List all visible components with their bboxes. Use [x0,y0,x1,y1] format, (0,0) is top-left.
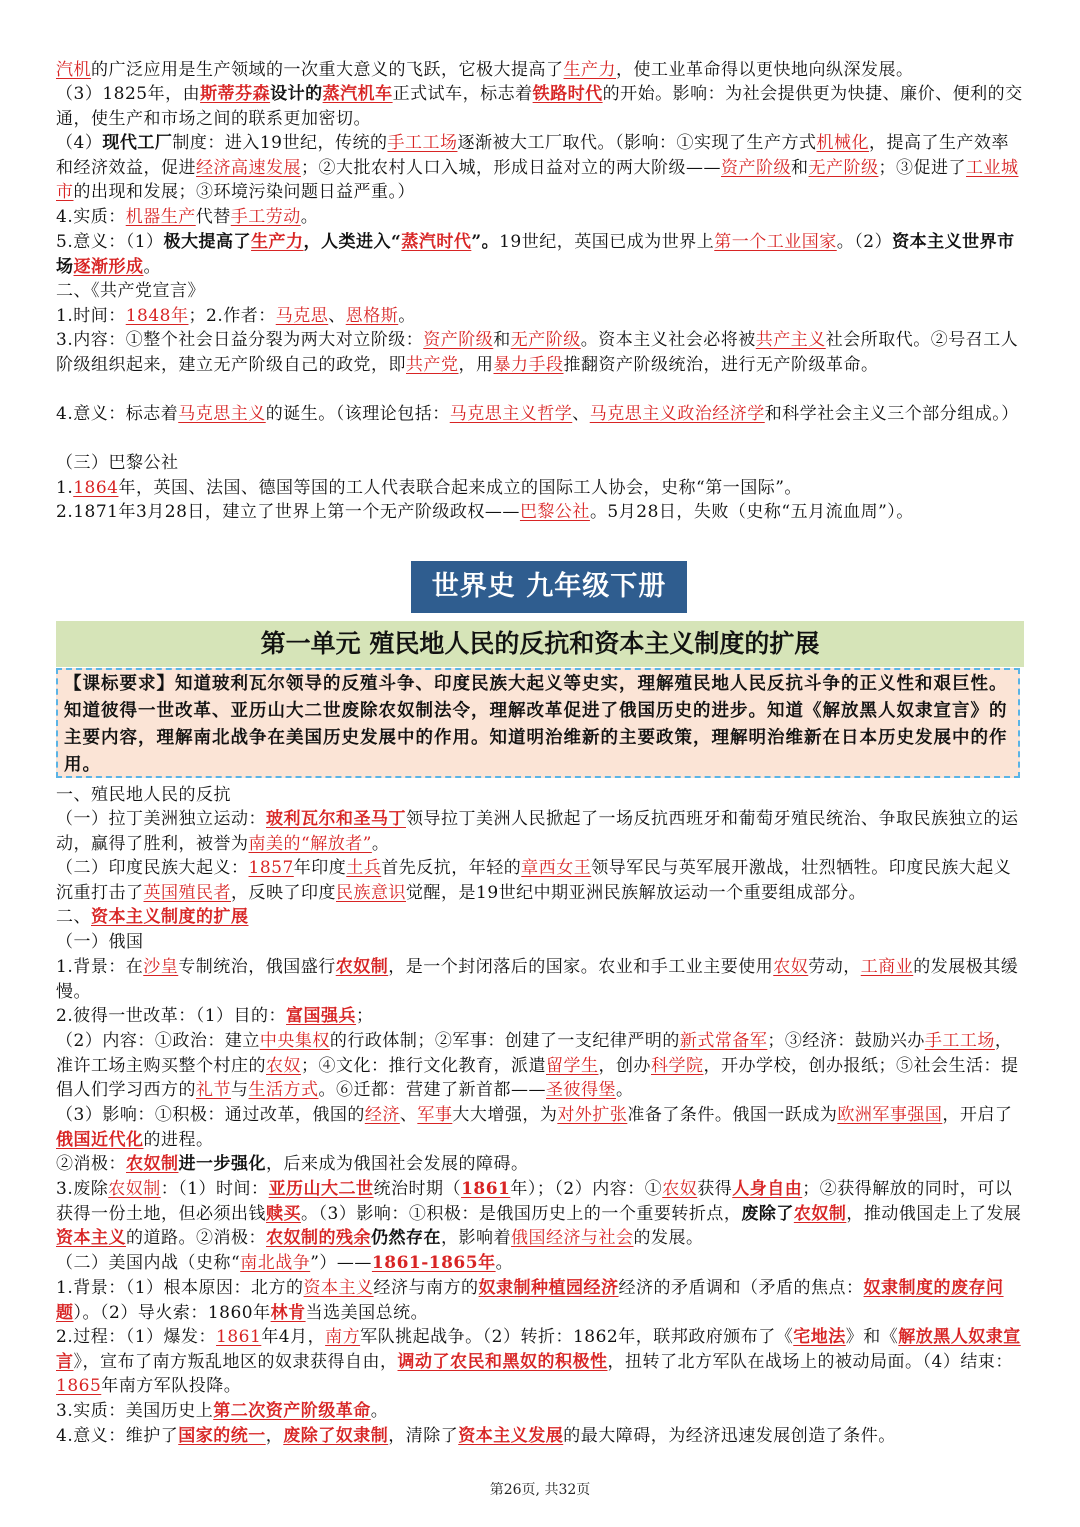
text-run: ，后来成为俄国社会发展的障碍。 [266,1154,529,1174]
text-run: 社会所取代。②号召工人阶级组织起来，建立无产阶级自己的政党，即 [56,330,1019,375]
highlight-term: 废除了奴隶制 [283,1426,389,1446]
highlight-term: 铁路时代 [532,84,603,104]
text-run: 年，英国、法国、德国等国的工人代表联合起来成立的国际工人协会，史称“第一国际”。 [118,478,802,498]
text-run: 正式试车，标志着 [392,84,533,104]
text-run: 、 [328,306,346,326]
text-run: 4.意义：维护了 [56,1426,179,1446]
highlight-term: 共产主义 [755,330,826,350]
paragraph [56,279,1026,304]
text-run: ，推动俄国走上了发展 [846,1203,1022,1224]
highlight-term: 圣彼得堡 [546,1080,616,1100]
paragraph [56,304,1026,329]
text-run: 年南方军队投降。 [101,1376,242,1396]
text-run: ，清除了 [388,1426,459,1446]
highlight-term: 俄国近代化 [56,1129,144,1150]
requirement-box [56,668,1020,778]
highlight-term: ，人类进入“ [303,232,402,252]
text-run: ，使工业革命得以更快地向纵深发展。 [616,60,914,80]
highlight-term: 土兵 [346,858,382,878]
paragraph [56,328,1026,377]
paragraph [56,955,1026,1004]
highlight-term: 富国强兵 [286,1006,357,1026]
text-run: （二）印度民族大起义： [56,858,249,878]
paragraph [56,1004,1026,1029]
highlight-term: 恩格斯 [345,306,399,326]
text-run: 》，宣布了南方叛乱地区的奴隶获得自由， [73,1351,398,1372]
text-run: 年4月， [261,1327,326,1347]
text-run: 的最大障碍，为经济迅速发展创造了条件。 [563,1426,896,1446]
text-run: ，扭转了北方军队在战场上的被动局面。（4）结束： [607,1351,1013,1372]
paragraph [56,1177,1026,1251]
paragraph [56,58,1026,83]
text-run: 的发展极其缓慢。 [56,957,1019,1002]
highlight-term: 赎买 [266,1203,301,1224]
highlight-term: 礼节 [196,1080,231,1100]
highlight-term: 南美的“解放者” [248,833,372,854]
highlight-term: 解放黑人奴隶宣言 [56,1327,1021,1372]
text-run: 。 [143,256,161,277]
text-run: 3.内容：①整个社会日益分裂为两大对立阶级： [56,330,424,350]
text-run: 。（2） [836,232,893,252]
requirement-text: 知道玻利瓦尔领导的反殖斗争、印度民族大起义等史实，理解殖民地人民反抗斗争的正义性和艰巨性。知道彼得一世改革、亚历山大二世废除农奴制法令，理解改革促进了俄国历史的进步。知道《解放黑人奴隶宣言》的主要内容，理解南北战争在美国历史发展中的作用。知道明治维新的主要政策，理解明治维新在日本历史发展中的作用。 [64,674,1008,775]
highlight-term: 奴隶制度的废存问题 [56,1278,1004,1323]
text-run: 二、 [56,907,91,927]
text-run: 的诞生。（该理论包括： [265,404,450,424]
paragraph [56,82,1026,131]
text-run: 的开始。影响：为社会提供更为快捷、廉价、便利的交通，使生产和市场之间的联系更加密切。 [56,84,1023,129]
text-run: 二、《共产党宣言》 [56,281,205,301]
text-run: 统治时期（ [373,1179,462,1199]
highlight-term: 宅地法 [793,1327,846,1347]
text-run: （4） [56,133,103,153]
highlight-term: 暴力手段 [493,354,564,375]
text-run: ，用 [458,354,494,375]
text-run: 经济的矛盾调和（矛盾的焦点： [618,1278,864,1298]
text-run: ；②获得解放的同时，可以获得一份土地，但必须出钱 [56,1179,1013,1224]
highlight-term: 生产力 [251,232,304,252]
highlight-term: 斯蒂芬森 [200,84,271,104]
highlight-term: 巴黎公社 [519,502,590,522]
highlight-term: 南北战争 [240,1253,311,1273]
text-run: （一）俄国 [56,932,144,952]
paragraph [56,205,1026,230]
highlight-term: 对外扩张 [557,1105,628,1125]
highlight-term: 林肯 [270,1302,306,1323]
text-run: 经济与南方的 [373,1278,479,1298]
text-run: （二）美国内战（史称“ [56,1253,241,1273]
text-run: 和 [493,330,511,350]
text-run: 3.实质：美国历史上 [56,1401,214,1421]
highlight-term: 马克思主义哲学 [449,404,573,424]
text-run: ，创办 [598,1055,651,1076]
highlight-term: 第二次资产阶级革命 [213,1401,371,1421]
highlight-term: 工业城市 [56,157,1019,202]
text-run: 专制统治，俄国盛行 [178,957,336,977]
highlight-term: 资本主义 [56,1228,126,1248]
highlight-term: 马克思主义 [178,404,266,424]
text-run: 首先反抗，年轻的 [381,858,522,878]
text-run: ：（1）时间： [160,1179,269,1199]
text-run: 的出现和发展；③环境污染问题日益严重。） [73,182,415,202]
highlight-term: 新式常备军 [679,1031,768,1051]
highlight-term: 资产阶级 [423,330,494,350]
highlight-term: 国家的统一 [178,1426,266,1446]
text-run: 大大增强，为 [452,1105,558,1125]
text-run: 推翻资产阶级统治，进行无产阶级革命。 [563,354,879,375]
highlight-term: 奴隶制种植园经济 [478,1278,619,1298]
paragraph [56,807,1026,856]
highlight-term: 欧洲军事强国 [837,1105,943,1125]
text-run: 的道路。②消极： [126,1228,266,1248]
text-run: 》和《 [845,1327,899,1347]
highlight-term: 南方 [325,1327,361,1347]
paragraph [56,1399,1026,1424]
highlight-term: 生活方式 [248,1080,319,1100]
text-run: 获得 [697,1179,733,1199]
highlight-term: ”。 [471,232,500,252]
highlight-term: 农奴 [266,1055,301,1076]
text-run: 制度：进入19世纪，传统的 [172,133,388,153]
highlight-term: 章西女王 [521,858,592,878]
highlight-term: 工商业 [860,957,914,977]
highlight-term: 调动了农民和黑奴的积极性 [397,1351,608,1372]
text-run: ②消极： [56,1154,126,1174]
text-run: 和科学社会主义三个部分组成。） [764,404,1019,424]
text-run: 劳动， [808,957,861,977]
highlight-term: 玻利瓦尔和圣马丁 [266,809,406,829]
paragraph [56,500,1026,525]
text-run: 。 [371,833,390,854]
highlight-term: 中央集权 [259,1031,330,1051]
highlight-term: 资本主义发展 [458,1426,564,1446]
text-run: 和 [791,157,809,178]
text-run: 。 [495,1253,514,1273]
paragraph [56,930,1026,955]
highlight-term: 军事 [417,1105,453,1125]
paragraph [56,131,1026,205]
paragraph [56,1251,1026,1276]
highlight-term: 马克思主义政治经济学 [589,404,765,424]
highlight-term: 1857 [248,858,294,878]
page-footer: 第26页, 共32页 [489,1482,591,1498]
paragraph [56,1424,1026,1449]
text-run: 2.彼得一世改革：（1）目的： [56,1006,287,1026]
text-run: 、 [399,1105,418,1125]
highlight-term: 资本主义世界市场 [56,232,1015,277]
text-run: 19世纪，英国已成为世界上 [499,232,715,252]
text-run: （3）影响：①积极：通过改革，俄国的 [56,1105,365,1125]
highlight-term: 蒸汽时代 [401,232,472,252]
highlight-term: 机器生产 [125,207,196,227]
text-run: ；2.作者： [188,306,276,326]
paragraph [56,451,1026,476]
highlight-term: 机械化 [816,133,869,153]
highlight-term: 汽机 [56,60,91,80]
text-run: 领导拉丁美洲人民掀起了一场反抗西班牙和葡萄牙殖民统治、争取民族独立的运动，赢得了胜利，被誉为 [56,809,1019,854]
paragraph [56,1103,1026,1152]
highlight-term: 逐渐形成 [73,256,144,277]
text-run: 与 [231,1080,249,1100]
text-run: （三）巴黎公社 [56,453,179,473]
text-run: ；④文化：推行文化教育，派遣 [301,1055,546,1076]
text-run: ；③促进了 [878,157,966,178]
text-run: 。 [616,1080,634,1100]
text-run: 的广泛应用是生产领域的一次重大意义的飞跃，它极大提高了 [91,60,564,80]
text-run: ，影响着 [441,1228,511,1248]
highlight-term: 废除了 [741,1203,794,1224]
highlight-term: 生产力 [563,60,616,80]
text-run: 5.意义：（1） [56,232,164,252]
text-run: 。（3）影响：①积极：是俄国历史上的一个重要转折点， [301,1203,742,1224]
text-run: ， [265,1426,284,1446]
highlight-term: 资本主义 [303,1278,374,1298]
paragraph [56,783,1026,808]
text-run: 准备了条件。俄国一跃成为 [627,1105,838,1125]
text-run: 。 [370,1401,389,1421]
highlight-term: 仍然存在 [371,1228,441,1248]
highlight-term: 共产党 [406,354,459,375]
highlight-term: 俄国经济与社会 [511,1228,634,1248]
text-run: 觉醒，是19世纪中期亚洲民族解放运动一个重要组成部分。 [406,882,867,903]
text-run: 。资本主义社会必将被 [580,330,756,350]
text-run: 1. [56,478,74,498]
text-run: （2）内容：①政治：建立 [56,1031,260,1051]
text-run: ，开办学校，创办报纸；⑤社会生活：提倡人们学习西方的 [56,1055,1019,1100]
text-run: 1.时间： [56,306,126,326]
text-run: 2.1871年3月28日，建立了世界上第一个无产阶级政权—— [56,502,520,522]
text-run: 年）；（2）内容：① [510,1179,663,1199]
highlight-term: 经济高速发展 [196,157,301,178]
highlight-term: 手工工场 [387,133,458,153]
paragraph [56,1325,1026,1399]
highlight-term: 资产阶级 [721,157,791,178]
text-run: ，提高了生产效率和经济效益，促进 [56,133,1009,178]
paragraph [56,230,1026,279]
text-run: 2.过程：（1）爆发： [56,1327,217,1347]
highlight-term: 经济 [364,1105,400,1125]
text-run: ，准许工场主购买整个村庄的 [56,1031,1013,1076]
text-run: ）。（2）导火索：1860年 [73,1302,271,1323]
text-run: 1.背景：在 [56,957,144,977]
highlight-term: 进一步强化 [178,1154,266,1174]
highlight-term: 农奴制 [126,1154,179,1174]
highlight-term: 设计的 [270,84,323,104]
text-run: 的进程。 [143,1129,214,1150]
highlight-term: 农奴制 [793,1203,847,1224]
highlight-term: 人身自由 [732,1179,803,1199]
text-run: 的发展。 [633,1228,704,1248]
highlight-term: 农奴制 [108,1179,161,1199]
text-run: ； [356,1006,374,1026]
text-run: ，反映了印度 [231,882,336,903]
highlight-term: 无产阶级 [510,330,581,350]
highlight-term: 1864 [73,478,119,498]
highlight-term: 第一个工业国家 [714,232,837,252]
highlight-term: 民族意识 [336,882,406,903]
highlight-term: 留学生 [546,1055,599,1076]
highlight-term: 极大提高了 [163,232,252,252]
text-run: 逐渐被大工厂取代。（影响：①实现了生产方式 [457,133,817,153]
text-run: 1.背景：（1）根本原因：北方的 [56,1278,304,1298]
text-run: 领导军民与英军展开激战，壮烈牺牲。印度民族大起义沉重打击了 [56,858,1012,903]
highlight-term: 手工劳动 [230,207,301,227]
highlight-term: 1861 [461,1179,511,1199]
text-run: ，是一个封闭落后的国家。农业和手工业主要使用 [388,957,774,977]
highlight-term: 农奴 [662,1179,698,1199]
highlight-term: 科学院 [651,1055,704,1076]
highlight-term: 农奴 [773,957,809,977]
highlight-term: 马克思 [275,306,329,326]
text-run: 4.意义：标志着 [56,404,179,424]
paragraph [56,905,1026,930]
requirement-label: 【课标要求】 [64,674,175,694]
text-run: （3）1825年，由 [56,84,201,104]
highlight-term: 1861 [216,1327,262,1347]
text-run: 3.废除 [56,1179,109,1199]
highlight-term: 英国殖民者 [143,882,231,903]
paragraph [56,1276,1026,1325]
highlight-term: 现代工厂 [102,133,173,153]
highlight-term: 1848年 [125,306,189,326]
text-run: 。5月28日，失败（史称“五月流血周”）。 [589,502,914,522]
text-run: 当选美国总统。 [305,1302,429,1323]
unit-title: 第一单元 殖民地人民的反抗和资本主义制度的扩展 [56,621,1024,667]
highlight-term: 1865 [56,1376,102,1396]
highlight-term: 沙皇 [143,957,179,977]
section-title: 世界史 九年级下册 [411,561,687,613]
text-run: （一）拉丁美洲独立运动： [56,809,266,829]
paragraph [56,856,1026,905]
text-run: 。⑥迁都：营建了新首都—— [318,1080,546,1100]
text-run: ；②大批农村人口入城，形成日益对立的两大阶级—— [301,157,721,178]
paragraph [56,1029,1026,1103]
text-run: ；③经济：鼓励兴办 [767,1031,925,1051]
highlight-term: 1861-1865年 [371,1253,496,1273]
paragraph [56,402,1026,427]
highlight-term: 农奴制 [335,957,389,977]
paragraph [56,1152,1026,1177]
text-run: 代替 [195,207,231,227]
highlight-term: 手工工场 [924,1031,995,1051]
highlight-term: 蒸汽机车 [322,84,393,104]
text-run: 年印度 [293,858,347,878]
highlight-term: 无产阶级 [808,157,879,178]
text-run: 、 [572,404,590,424]
highlight-term: 资本主义制度的扩展 [91,907,249,927]
text-run: 。 [300,207,319,227]
text-run: 。 [398,306,416,326]
paragraph [56,476,1026,501]
text-run: ，开启了 [942,1105,1013,1125]
highlight-term: 亚历山大二世 [268,1179,374,1199]
text-run: 的行政体制；②军事：创建了一支纪律严明的 [329,1031,680,1051]
text-run: ”）—— [310,1253,372,1273]
highlight-term: 农奴制的残余 [266,1228,371,1248]
text-run: 4.实质： [56,207,126,227]
text-run: 军队挑起战争。（2）转折：1862年，联邦政府颁布了《 [360,1327,794,1347]
text-run: 一、殖民地人民的反抗 [56,785,231,805]
